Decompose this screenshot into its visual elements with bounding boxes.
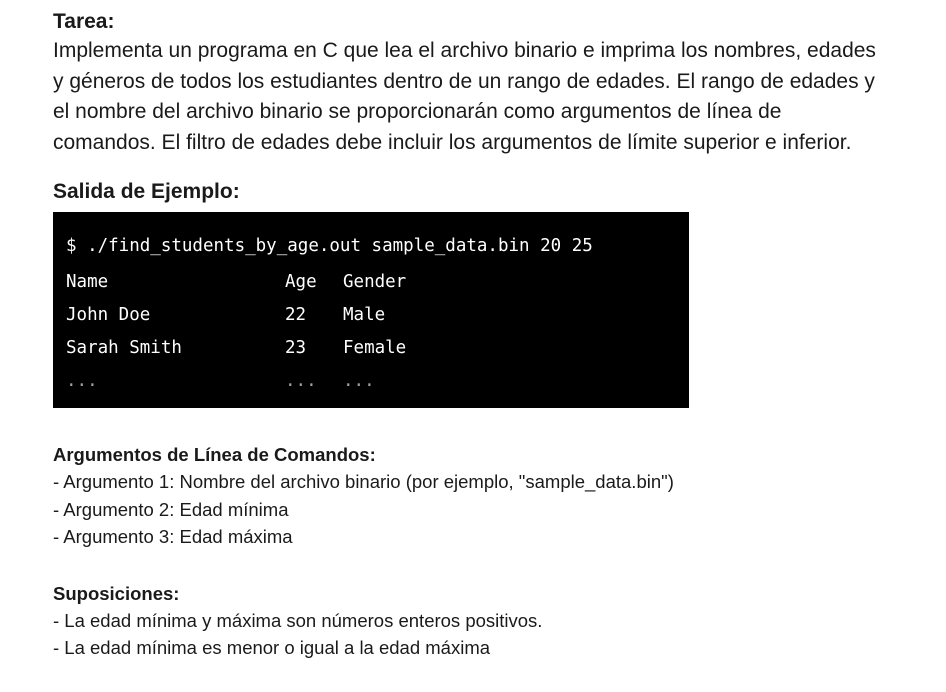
terminal-data-row <box>66 332 689 365</box>
arguments-list <box>53 468 933 551</box>
assumptions-list <box>53 607 933 662</box>
student-gender: Female <box>343 338 407 358</box>
argument-item: - Argumento 1: Nombre del archivo binario (por ejemplo, "sample_data.bin") <box>53 471 674 492</box>
student-gender: Male <box>343 305 386 325</box>
task-line: y géneros de todos los estudiantes dentro de un rango de edades. El rango de edades y <box>53 69 875 93</box>
terminal-ellipsis-row <box>66 365 689 398</box>
document-page <box>53 8 933 662</box>
task-line: el nombre del archivo binario se proporcionarán como argumentos de línea de <box>53 100 782 123</box>
assumption-item: - La edad mínima es menor o igual a la edad máxima <box>53 637 491 658</box>
terminal-output <box>53 212 689 408</box>
example-heading: Salida de Ejemplo: <box>53 180 240 203</box>
terminal-data-row <box>66 299 689 332</box>
task-heading: Tarea: <box>53 10 115 33</box>
ellipsis-age: ... <box>285 371 317 391</box>
assumption-item: - La edad mínima y máxima son números enteros positivos. <box>53 609 543 631</box>
argument-item: - Argumento 2: Edad mínima <box>53 498 289 520</box>
ellipsis-gender: ... <box>343 371 375 391</box>
student-age: 22 <box>285 305 307 325</box>
student-age: 23 <box>285 338 307 358</box>
column-gender-header: Gender <box>343 272 407 292</box>
argument-item: - Argumento 3: Edad máxima <box>53 526 293 547</box>
student-name: John Doe <box>66 305 151 325</box>
ellipsis-name: ... <box>66 371 98 391</box>
arguments-heading: Argumentos de Línea de Comandos: <box>53 444 376 465</box>
task-line: comandos. El filtro de edades debe incluir los argumentos de límite superior e inferior. <box>53 130 852 154</box>
task-description <box>53 36 933 158</box>
column-age-header: Age <box>285 272 317 292</box>
assumptions-heading: Suposiciones: <box>53 582 180 604</box>
terminal-header-row <box>66 266 689 299</box>
task-line: Implementa un programa en C que lea el archivo binario e imprima los nombres, edades <box>53 39 876 62</box>
column-name-header: Name <box>66 272 109 292</box>
student-name: Sarah Smith <box>66 338 182 358</box>
terminal-command: $ ./find_students_by_age.out sample_data.bin 20 25 <box>66 236 593 256</box>
